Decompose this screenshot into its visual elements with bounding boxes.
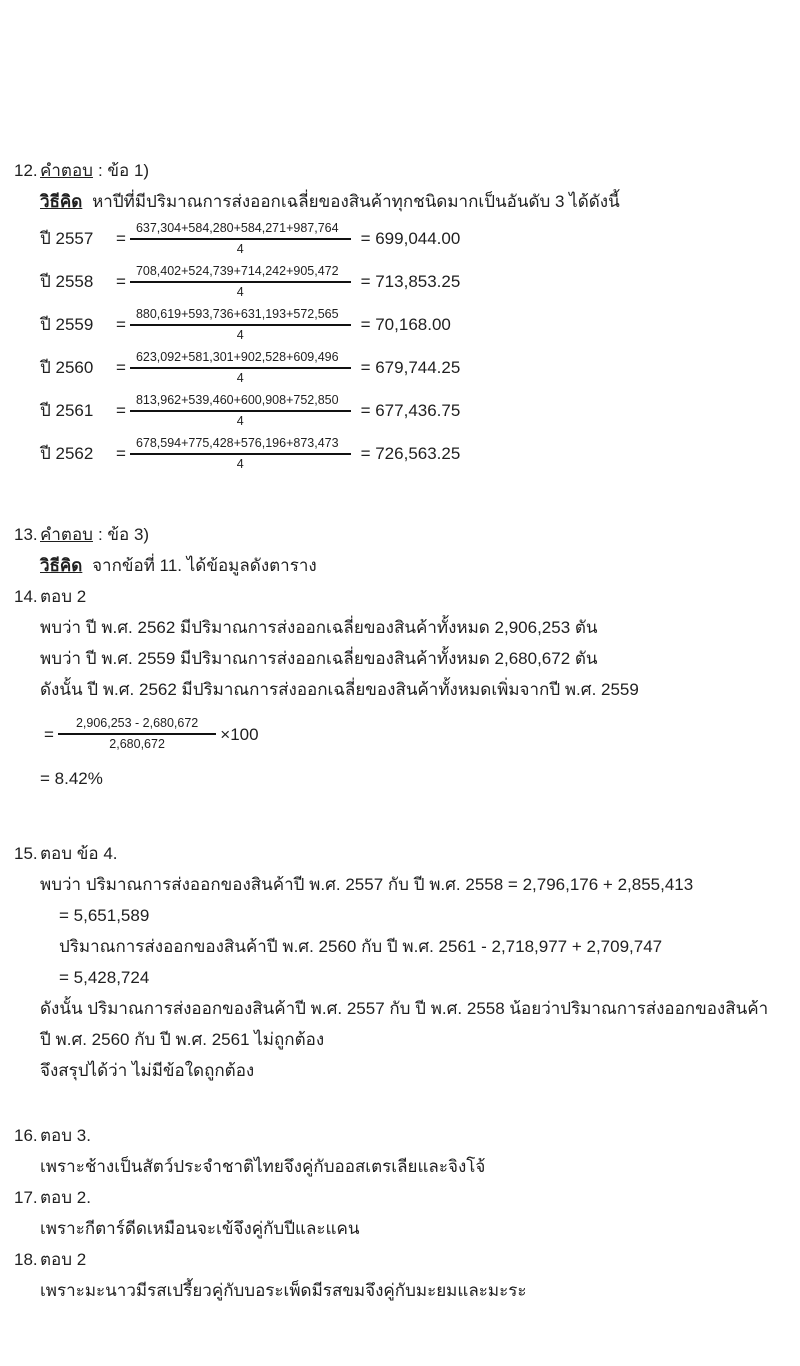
calc-result: = 70,168.00 [360,315,451,334]
year-label: ปี 2562 [40,444,94,463]
section-gap [14,475,782,519]
statement-line: พบว่า ปี พ.ศ. 2559 มีปริมาณการส่งออกเฉลี่ยของสินค้าทั้งหมด 2,680,672 ตัน [40,649,598,668]
year-label: ปี 2561 [40,401,94,420]
method-text: จากข้อที่ 11. ได้ข้อมูลดังตาราง [92,556,317,575]
statement-line: พบว่า ปริมาณการส่งออกของสินค้าปี พ.ศ. 2557 กับ ปี พ.ศ. 2558 = 2,796,176 + 2,855,413 [40,875,694,894]
answer-value: ตอบ 3. [40,1126,91,1145]
fraction [130,435,351,473]
fraction-denominator: 4 [236,284,244,299]
result-line: = 8.42% [40,769,103,788]
equals-sign: = [116,444,126,463]
calc-row-2557 [40,217,782,260]
question-14-header [14,581,782,612]
question-15-header [14,838,782,869]
calc-row-2560 [40,346,782,389]
question-number: 16. [14,1126,38,1145]
equals-sign: = [116,401,126,420]
fraction-denominator: 4 [236,241,244,256]
answer-label: คำตอบ [40,161,93,180]
answer-value: ตอบ 2 [40,1250,87,1269]
statement-line: พบว่า ปี พ.ศ. 2562 มีปริมาณการส่งออกเฉลี่ยของสินค้าทั้งหมด 2,906,253 ตัน [40,618,598,637]
percentage-fraction-row [40,705,782,763]
question-17-header [14,1182,782,1213]
fraction-numerator: 880,619+593,736+631,193+572,565 [130,306,351,326]
question-number: 13. [14,525,38,544]
fraction-numerator: 708,402+524,739+714,242+905,472 [130,263,351,283]
fraction-numerator: 637,304+584,280+584,271+987,764 [130,220,351,240]
fraction-numerator: 623,092+581,301+902,528+609,496 [130,349,351,369]
fraction [130,220,351,258]
fraction [130,392,351,430]
answer-label: คำตอบ [40,525,93,544]
fraction [58,715,216,753]
statement-line: = 5,428,724 [59,968,150,987]
calc-row-2561 [40,389,782,432]
year-label: ปี 2559 [40,315,94,334]
calc-result: = 679,744.25 [360,358,461,377]
year-label: ปี 2557 [40,229,94,248]
question-number: 15. [14,844,38,863]
calc-result: = 699,044.00 [360,229,461,248]
fraction-denominator: 4 [236,413,244,428]
question-number: 17. [14,1188,38,1207]
conclusion-line: จึงสรุปได้ว่า ไม่มีข้อใดถูกต้อง [40,1061,255,1080]
year-label: ปี 2558 [40,272,94,291]
question-number: 14. [14,587,38,606]
method-line [40,550,782,581]
question-17 [14,1182,782,1244]
multiplier: ×100 [220,724,259,744]
equals-sign: = [116,315,126,334]
question-number: 18. [14,1250,38,1269]
method-label: วิธีคิด [40,192,83,211]
equals-sign: = [116,358,126,377]
fraction-numerator: 813,962+539,460+600,908+752,850 [130,392,351,412]
question-18-header [14,1244,782,1275]
question-18 [14,1244,782,1306]
statement-line: ปริมาณการส่งออกของสินค้าปี พ.ศ. 2560 กับ ปี พ.ศ. 2561 - 2,718,977 + 2,709,747 [59,937,663,956]
answer-value: ตอบ 2. [40,1188,91,1207]
fraction-numerator: 678,594+775,428+576,196+873,473 [130,435,351,455]
fraction-denominator: 4 [236,370,244,385]
answer-value: ตอบ 2 [40,587,87,606]
statement-line: ปี พ.ศ. 2560 กับ ปี พ.ศ. 2561 ไม่ถูกต้อง [40,1030,325,1049]
question-16 [14,1120,782,1182]
question-number: 12. [14,161,38,180]
answer-value: ตอบ ข้อ 4. [40,844,118,863]
equals-sign: = [44,724,54,744]
question-15 [14,838,782,1086]
statement-line: = 5,651,589 [59,906,150,925]
year-label: ปี 2560 [40,358,94,377]
calc-row-2558 [40,260,782,303]
question-13 [14,519,782,581]
equals-sign: = [116,272,126,291]
equals-sign: = [116,229,126,248]
reason-line: เพราะช้างเป็นสัตว์ประจำชาติไทยจึงคู่กับออสเตรเลียและจิงโจ้ [40,1157,486,1176]
statement-line: ดังนั้น ปี พ.ศ. 2562 มีปริมาณการส่งออกเฉลี่ยของสินค้าทั้งหมดเพิ่มจากปี พ.ศ. 2559 [40,680,639,699]
answer-value: : ข้อ 3) [97,525,150,544]
fraction [130,306,351,344]
statement-line: ดังนั้น ปริมาณการส่งออกของสินค้าปี พ.ศ. 2557 กับ ปี พ.ศ. 2558 น้อยว่าปริมาณการส่งออกของสินค้า [40,999,769,1018]
question-14 [14,581,782,794]
section-gap [14,1086,782,1120]
question-16-header [14,1120,782,1151]
section-gap [14,794,782,838]
answer-value: : ข้อ 1) [97,161,150,180]
method-label: วิธีคิด [40,556,83,575]
method-text: หาปีที่มีปริมาณการส่งออกเฉลี่ยของสินค้าทุกชนิดมากเป็นอันดับ 3 ได้ดังนี้ [92,192,620,211]
fraction-denominator: 4 [236,456,244,471]
fraction-denominator: 2,680,672 [109,737,165,751]
fraction-numerator: 2,906,253 - 2,680,672 [58,715,216,735]
calc-row-2559 [40,303,782,346]
calc-result: = 677,436.75 [360,401,461,420]
calc-result: = 713,853.25 [360,272,461,291]
fraction [130,263,351,301]
fraction [130,349,351,387]
reason-line: เพราะมะนาวมีรสเปรี้ยวคู่กับบอระเพ็ดมีรสขมจึงคู่กับมะยมและมะระ [40,1281,527,1300]
fraction-denominator: 4 [236,327,244,342]
question-13-header [14,519,782,550]
calc-row-2562 [40,432,782,475]
question-12-header [14,155,782,186]
method-line [40,186,782,217]
calc-result: = 726,563.25 [360,444,461,463]
question-12 [14,155,782,475]
reason-line: เพราะกีตาร์ดีดเหมือนจะเข้จึงคู่กับปีและแคน [40,1219,360,1238]
